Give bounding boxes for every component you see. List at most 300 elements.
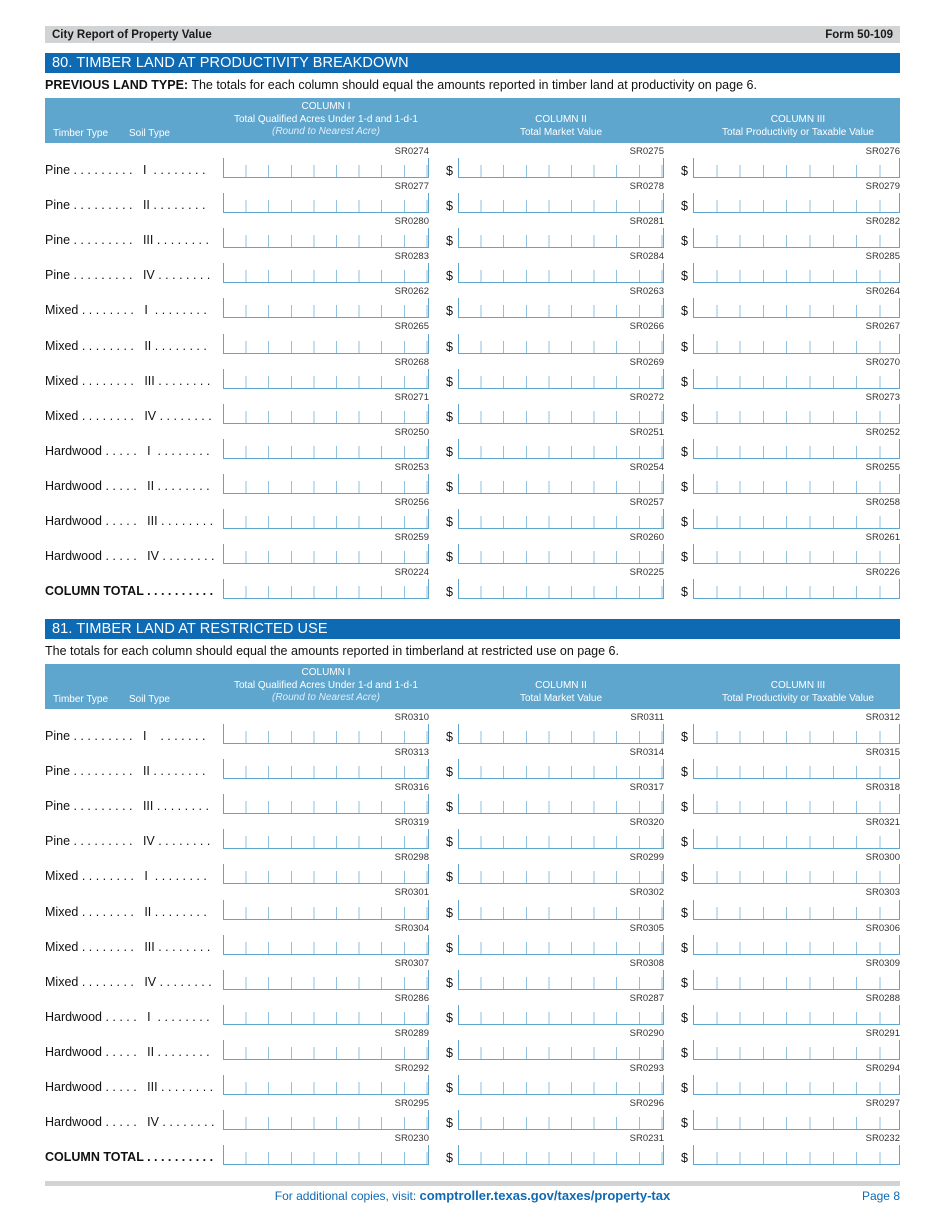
form-row: [45, 1060, 900, 1095]
field-code: SR0231: [629, 1133, 664, 1145]
column-3-input-field[interactable]: [693, 298, 900, 318]
field-code: SR0310: [394, 712, 429, 723]
column-1-input-field[interactable]: [223, 298, 429, 318]
row-label: Mixed . . . . . . . . II . . . . . . . .: [45, 338, 207, 353]
field-code: SR0301: [394, 887, 429, 899]
column-1-input-field[interactable]: [223, 474, 429, 494]
column-3-input-field[interactable]: [693, 404, 900, 424]
row-label: Pine . . . . . . . . . IV . . . . . . . .: [45, 268, 211, 283]
dollar-sign: $: [446, 550, 453, 565]
column-3-input-field[interactable]: [693, 579, 900, 599]
dollar-sign: $: [681, 1045, 688, 1060]
column-3-input-field[interactable]: [693, 1075, 900, 1095]
column-1-input-field[interactable]: [223, 439, 429, 459]
field-code: SR0268: [394, 356, 429, 368]
section-80: [45, 53, 900, 599]
column-2-input-field[interactable]: [458, 263, 664, 283]
column-3-input-field[interactable]: [693, 864, 900, 884]
section-title: 81. TIMBER LAND AT RESTRICTED USE: [45, 619, 900, 639]
dollar-sign: $: [681, 1116, 688, 1131]
field-code: SR0281: [629, 216, 664, 228]
column-1-input-field[interactable]: [223, 509, 429, 529]
row-label: Hardwood . . . . . II . . . . . . . .: [45, 1044, 210, 1059]
dollar-sign: $: [681, 479, 688, 494]
dollar-sign: $: [446, 765, 453, 780]
column-2-input-field[interactable]: [458, 439, 664, 459]
footer-prefix: For additional copies, visit:: [274, 1189, 420, 1203]
field-code: SR0314: [629, 747, 664, 759]
column-1-input-field[interactable]: [223, 404, 429, 424]
column-1-subtitle: Total Qualified Acres Under 1-d and 1-d-1: [234, 113, 418, 125]
field-code: SR0251: [629, 426, 664, 438]
column-3-title: COLUMN III: [770, 114, 826, 125]
field-code: SR0256: [394, 496, 429, 508]
column-header: [45, 664, 900, 709]
field-code: SR0262: [394, 286, 429, 298]
row-label: Mixed . . . . . . . . I . . . . . . . .: [45, 303, 207, 318]
form-row: [45, 1130, 900, 1165]
field-code: SR0284: [629, 251, 664, 263]
section-title: 80. TIMBER LAND AT PRODUCTIVITY BREAKDOWN: [45, 53, 900, 73]
form-header-bar: [45, 26, 900, 43]
field-code: SR0255: [865, 461, 900, 473]
column-3-input-field[interactable]: [693, 794, 900, 814]
column-3-input-field[interactable]: [693, 474, 900, 494]
column-1-note: (Round to Nearest Acre): [271, 126, 380, 137]
column-1-input-field[interactable]: [223, 1145, 429, 1165]
form-row: [45, 389, 900, 424]
field-code: SR0267: [865, 321, 900, 333]
field-code: SR0308: [629, 957, 664, 969]
column-2-title: COLUMN II: [535, 680, 587, 691]
row-label: COLUMN TOTAL . . . . . . . . . .: [45, 584, 214, 599]
column-2-input-field[interactable]: [458, 1005, 664, 1025]
column-2-input-field[interactable]: [458, 864, 664, 884]
form-row: [45, 849, 900, 884]
column-2-input-field[interactable]: [458, 900, 664, 920]
field-code: SR0319: [394, 817, 429, 829]
field-code: SR0299: [629, 852, 664, 864]
footer-divider: [45, 1181, 900, 1186]
form-row: [45, 709, 900, 744]
dollar-sign: $: [681, 199, 688, 214]
dollar-sign: $: [681, 1081, 688, 1096]
row-label: Hardwood . . . . . III . . . . . . . .: [45, 514, 214, 529]
dollar-sign: $: [681, 304, 688, 319]
column-2-input-field[interactable]: [458, 794, 664, 814]
field-code: SR0286: [394, 992, 429, 1004]
field-code: SR0289: [394, 1027, 429, 1039]
soil-type-header: Soil Type: [129, 694, 170, 705]
column-3-input-field[interactable]: [693, 900, 900, 920]
field-code: SR0309: [865, 957, 900, 969]
field-code: SR0307: [394, 957, 429, 969]
column-3-subtitle: Total Productivity or Taxable Value: [722, 692, 874, 704]
column-3-input-field[interactable]: [693, 1005, 900, 1025]
field-code: SR0303: [865, 887, 900, 899]
form-row: [45, 744, 900, 779]
dollar-sign: $: [681, 1151, 688, 1166]
field-code: SR0265: [394, 321, 429, 333]
dollar-sign: $: [446, 585, 453, 600]
field-code: SR0317: [629, 782, 664, 794]
column-3-input-field[interactable]: [693, 829, 900, 849]
column-2-input-field[interactable]: [458, 544, 664, 564]
column-header: [45, 98, 900, 143]
timber-type-header: Timber Type: [53, 128, 109, 139]
field-code: SR0277: [394, 181, 429, 193]
form-row: [45, 884, 900, 919]
dollar-sign: $: [681, 409, 688, 424]
column-3-input-field[interactable]: [693, 1040, 900, 1060]
dollar-sign: $: [681, 444, 688, 459]
field-code: SR0304: [394, 922, 429, 934]
row-label: Pine . . . . . . . . . III . . . . . . . .: [45, 799, 209, 814]
field-code: SR0261: [865, 532, 900, 544]
column-1-input-field[interactable]: [223, 970, 429, 990]
row-label: Hardwood . . . . . IV . . . . . . . .: [45, 1115, 215, 1130]
dollar-sign: $: [681, 585, 688, 600]
note-label: PREVIOUS LAND TYPE:: [45, 78, 189, 92]
rows-80: [45, 143, 900, 599]
column-3-input-field[interactable]: [693, 970, 900, 990]
column-2-input-field[interactable]: [458, 1075, 664, 1095]
dollar-sign: $: [446, 304, 453, 319]
row-label: Pine . . . . . . . . . IV . . . . . . . .: [45, 834, 211, 849]
timber-type-header: Timber Type: [53, 694, 109, 705]
field-code: SR0320: [629, 817, 664, 829]
field-code: SR0276: [865, 146, 900, 157]
dollar-sign: $: [446, 199, 453, 214]
rows-81: [45, 709, 900, 1165]
column-1-input-field[interactable]: [223, 1040, 429, 1060]
field-code: SR0297: [865, 1098, 900, 1110]
field-code: SR0283: [394, 251, 429, 263]
column-2-input-field[interactable]: [458, 509, 664, 529]
dollar-sign: $: [446, 1116, 453, 1131]
column-2-input-field[interactable]: [458, 228, 664, 248]
soil-type-header: Soil Type: [129, 128, 170, 139]
form-row: [45, 529, 900, 564]
field-code: SR0293: [629, 1062, 664, 1074]
column-2-header: [458, 680, 664, 705]
field-code: SR0273: [865, 391, 900, 403]
row-label: Hardwood . . . . . IV . . . . . . . .: [45, 549, 215, 564]
column-1-input-field[interactable]: [223, 263, 429, 283]
dollar-sign: $: [681, 374, 688, 389]
column-2-input-field[interactable]: [458, 404, 664, 424]
field-code: SR0232: [865, 1133, 900, 1145]
dollar-sign: $: [681, 975, 688, 990]
form-row: [45, 920, 900, 955]
column-2-input-field[interactable]: [458, 759, 664, 779]
form-row: [45, 143, 900, 178]
footer-link[interactable]: comptroller.texas.gov/taxes/property-tax: [419, 1188, 671, 1203]
column-2-input-field[interactable]: [458, 579, 664, 599]
column-2-input-field[interactable]: [458, 724, 664, 744]
column-3-header: [693, 114, 903, 139]
column-1-input-field[interactable]: [223, 544, 429, 564]
dollar-sign: $: [446, 1010, 453, 1025]
field-code: SR0225: [629, 567, 664, 579]
field-code: SR0252: [865, 426, 900, 438]
field-code: SR0275: [629, 146, 664, 157]
field-code: SR0258: [865, 496, 900, 508]
dollar-sign: $: [446, 1081, 453, 1096]
column-1-input-field[interactable]: [223, 794, 429, 814]
field-code: SR0224: [394, 567, 429, 579]
column-1-input-field[interactable]: [223, 193, 429, 213]
column-3-input-field[interactable]: [693, 263, 900, 283]
dollar-sign: $: [446, 940, 453, 955]
form-row: [45, 564, 900, 599]
field-code: SR0305: [629, 922, 664, 934]
column-1-input-field[interactable]: [223, 935, 429, 955]
column-2-input-field[interactable]: [458, 1110, 664, 1130]
row-label: Hardwood . . . . . III . . . . . . . .: [45, 1080, 214, 1095]
column-1-header: [223, 667, 429, 705]
column-1-input-field[interactable]: [223, 228, 429, 248]
field-code: SR0288: [865, 992, 900, 1004]
column-2-input-field[interactable]: [458, 970, 664, 990]
row-label: Mixed . . . . . . . . IV . . . . . . . .: [45, 974, 212, 989]
field-code: SR0266: [629, 321, 664, 333]
column-2-subtitle: Total Market Value: [519, 692, 603, 704]
column-3-input-field[interactable]: [693, 544, 900, 564]
column-1-input-field[interactable]: [223, 369, 429, 389]
column-1-input-field[interactable]: [223, 900, 429, 920]
field-code: SR0263: [629, 286, 664, 298]
row-label: Hardwood . . . . . II . . . . . . . .: [45, 478, 210, 493]
row-label: Hardwood . . . . . I . . . . . . . .: [45, 443, 210, 458]
form-row: [45, 213, 900, 248]
column-3-input-field[interactable]: [693, 759, 900, 779]
column-3-input-field[interactable]: [693, 1110, 900, 1130]
field-code: SR0285: [865, 251, 900, 263]
column-3-input-field[interactable]: [693, 369, 900, 389]
column-1-subtitle: Total Qualified Acres Under 1-d and 1-d-1: [234, 679, 418, 691]
column-3-input-field[interactable]: [693, 439, 900, 459]
section-note: [45, 639, 900, 664]
column-1-input-field[interactable]: [223, 1075, 429, 1095]
column-2-title: COLUMN II: [535, 114, 587, 125]
dollar-sign: $: [446, 870, 453, 885]
column-3-input-field[interactable]: [693, 509, 900, 529]
form-row: [45, 354, 900, 389]
row-label: COLUMN TOTAL . . . . . . . . . .: [45, 1150, 214, 1165]
form-row: [45, 814, 900, 849]
column-1-header: [223, 101, 429, 139]
field-code: SR0292: [394, 1062, 429, 1074]
form-row: [45, 318, 900, 353]
field-code: SR0294: [865, 1062, 900, 1074]
footer: [45, 1187, 900, 1205]
column-3-input-field[interactable]: [693, 193, 900, 213]
row-label: Pine . . . . . . . . . I . . . . . . . .: [45, 163, 206, 178]
section-note: [45, 73, 900, 98]
field-code: SR0278: [629, 181, 664, 193]
report-title: City Report of Property Value: [52, 28, 212, 41]
form-row: [45, 283, 900, 318]
form-row: [45, 459, 900, 494]
column-1-input-field[interactable]: [223, 334, 429, 354]
dollar-sign: $: [446, 409, 453, 424]
field-code: SR0315: [865, 747, 900, 759]
dollar-sign: $: [681, 905, 688, 920]
column-1-title: COLUMN I: [301, 667, 351, 678]
field-code: SR0298: [394, 852, 429, 864]
field-code: SR0280: [394, 216, 429, 228]
column-2-input-field[interactable]: [458, 298, 664, 318]
dollar-sign: $: [446, 234, 453, 249]
form-row: [45, 494, 900, 529]
field-code: SR0316: [394, 782, 429, 794]
form-row: [45, 1025, 900, 1060]
section-81: [45, 619, 900, 1165]
dollar-sign: $: [681, 164, 688, 179]
column-2-input-field[interactable]: [458, 1145, 664, 1165]
field-code: SR0274: [394, 146, 429, 157]
dollar-sign: $: [446, 835, 453, 850]
field-code: SR0300: [865, 852, 900, 864]
dollar-sign: $: [681, 870, 688, 885]
dollar-sign: $: [446, 730, 453, 745]
dollar-sign: $: [681, 550, 688, 565]
column-1-input-field[interactable]: [223, 158, 429, 178]
column-2-input-field[interactable]: [458, 369, 664, 389]
row-label: Mixed . . . . . . . . II . . . . . . . .: [45, 904, 207, 919]
row-label: Pine . . . . . . . . . I . . . . . . .: [45, 729, 206, 744]
dollar-sign: $: [446, 1045, 453, 1060]
row-label: Mixed . . . . . . . . IV . . . . . . . .: [45, 408, 212, 423]
dollar-sign: $: [681, 234, 688, 249]
field-code: SR0226: [865, 567, 900, 579]
dollar-sign: $: [446, 905, 453, 920]
column-3-input-field[interactable]: [693, 334, 900, 354]
field-code: SR0313: [394, 747, 429, 759]
column-1-input-field[interactable]: [223, 579, 429, 599]
column-2-input-field[interactable]: [458, 935, 664, 955]
dollar-sign: $: [446, 374, 453, 389]
field-code: SR0295: [394, 1098, 429, 1110]
field-code: SR0257: [629, 496, 664, 508]
row-label: Pine . . . . . . . . . III . . . . . . . .: [45, 233, 209, 248]
row-label: Mixed . . . . . . . . III . . . . . . . .: [45, 939, 211, 954]
column-3-input-field[interactable]: [693, 1145, 900, 1165]
field-code: SR0253: [394, 461, 429, 473]
note-text: The totals for each column should equal the amounts reported in timberland at restricted use on page 6.: [45, 644, 619, 658]
form-row: [45, 1095, 900, 1130]
column-3-input-field[interactable]: [693, 935, 900, 955]
form-number: Form 50-109: [825, 28, 893, 41]
field-code: SR0291: [865, 1027, 900, 1039]
dollar-sign: $: [446, 339, 453, 354]
column-1-input-field[interactable]: [223, 1005, 429, 1025]
dollar-sign: $: [446, 269, 453, 284]
dollar-sign: $: [446, 800, 453, 815]
field-code: SR0270: [865, 356, 900, 368]
dollar-sign: $: [681, 730, 688, 745]
column-1-title: COLUMN I: [301, 101, 351, 112]
dollar-sign: $: [681, 940, 688, 955]
dollar-sign: $: [681, 800, 688, 815]
form-row: [45, 779, 900, 814]
field-code: SR0250: [394, 426, 429, 438]
dollar-sign: $: [446, 975, 453, 990]
column-1-note: (Round to Nearest Acre): [271, 692, 380, 703]
dollar-sign: $: [681, 835, 688, 850]
field-code: SR0279: [865, 181, 900, 193]
column-2-input-field[interactable]: [458, 1040, 664, 1060]
column-3-input-field[interactable]: [693, 158, 900, 178]
column-1-input-field[interactable]: [223, 864, 429, 884]
field-code: SR0230: [394, 1133, 429, 1145]
column-1-input-field[interactable]: [223, 1110, 429, 1130]
column-3-header: [693, 680, 903, 705]
column-1-input-field[interactable]: [223, 724, 429, 744]
column-2-input-field[interactable]: [458, 829, 664, 849]
field-code: SR0259: [394, 532, 429, 544]
field-code: SR0272: [629, 391, 664, 403]
field-code: SR0290: [629, 1027, 664, 1039]
column-1-input-field[interactable]: [223, 829, 429, 849]
column-3-input-field[interactable]: [693, 228, 900, 248]
dollar-sign: $: [681, 515, 688, 530]
column-2-input-field[interactable]: [458, 334, 664, 354]
dollar-sign: $: [681, 765, 688, 780]
field-code: SR0306: [865, 922, 900, 934]
field-code: SR0296: [629, 1098, 664, 1110]
form-row: [45, 990, 900, 1025]
field-code: SR0318: [865, 782, 900, 794]
field-code: SR0302: [629, 887, 664, 899]
page-number: Page 8: [861, 1189, 900, 1203]
column-2-input-field[interactable]: [458, 474, 664, 494]
form-row: [45, 955, 900, 990]
field-code: SR0254: [629, 461, 664, 473]
row-label: Hardwood . . . . . I . . . . . . . .: [45, 1009, 210, 1024]
row-label: Mixed . . . . . . . . III . . . . . . . .: [45, 373, 211, 388]
field-code: SR0264: [865, 286, 900, 298]
field-code: SR0271: [394, 391, 429, 403]
row-label: Pine . . . . . . . . . II . . . . . . . .: [45, 764, 206, 779]
dollar-sign: $: [681, 1010, 688, 1025]
field-code: SR0311: [630, 712, 664, 723]
column-2-input-field[interactable]: [458, 193, 664, 213]
form-row: [45, 424, 900, 459]
dollar-sign: $: [446, 479, 453, 494]
field-code: SR0312: [865, 712, 900, 723]
column-2-subtitle: Total Market Value: [519, 126, 603, 138]
note-text: The totals for each column should equal the amounts reported in timber land at productivity on page 6.: [188, 78, 757, 92]
column-3-input-field[interactable]: [693, 724, 900, 744]
field-code: SR0269: [629, 356, 664, 368]
dollar-sign: $: [446, 1151, 453, 1166]
dollar-sign: $: [681, 269, 688, 284]
column-2-header: [458, 114, 664, 139]
dollar-sign: $: [446, 444, 453, 459]
field-code: SR0287: [629, 992, 664, 1004]
field-code: SR0260: [629, 532, 664, 544]
column-2-input-field[interactable]: [458, 158, 664, 178]
form-row: [45, 248, 900, 283]
column-3-title: COLUMN III: [770, 680, 826, 691]
dollar-sign: $: [681, 339, 688, 354]
field-code: SR0282: [865, 216, 900, 228]
column-1-input-field[interactable]: [223, 759, 429, 779]
form-row: [45, 178, 900, 213]
dollar-sign: $: [446, 515, 453, 530]
